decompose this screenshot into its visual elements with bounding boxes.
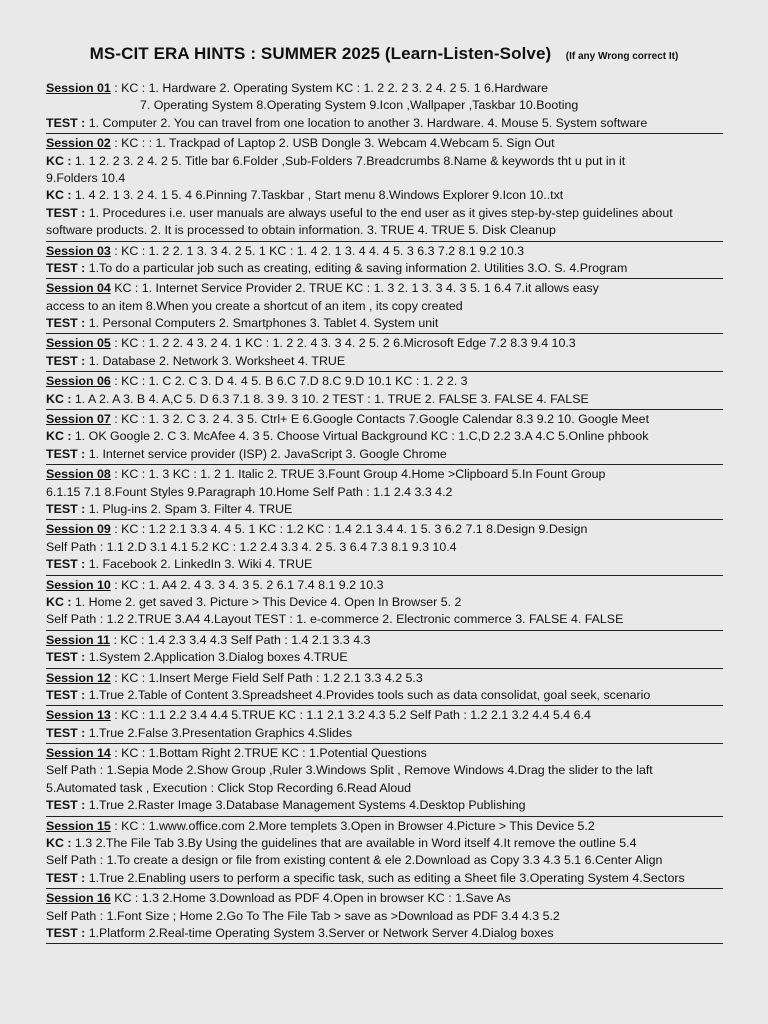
answer-text: 1.True 2.Raster Image 3.Database Management Systems 4.Desktop Publishing: [85, 798, 526, 813]
answer-line: [46, 870, 723, 887]
answer-text: 1. Computer 2. You can travel from one location to another 3. Hardware. 4. Mouse 5. System software: [85, 115, 648, 130]
session-label: Session 12: [46, 670, 111, 685]
answer-text: : KC : 1. C 2. C 3. D 4. 4 5. B 6.C 7.D 8.C 9.D 10.1 KC : 1. 2 2. 3: [110, 374, 468, 389]
answer-text: 1. Facebook 2. LinkedIn 3. Wiki 4. TRUE: [85, 557, 313, 572]
session-block: [46, 373, 723, 410]
answer-text: 1.3 2.The File Tab 3.By Using the guidelines that are available in Word itself 4.It remove the outline 5.4: [71, 836, 637, 851]
answer-line: [46, 243, 723, 260]
line-prefix: TEST :: [46, 260, 86, 275]
answer-line: [46, 428, 723, 445]
answer-line: [46, 446, 723, 463]
answer-text: : KC : 1.4 2.3 3.4 4.3 Self Path : 1.4 2.1 3.3 4.3: [110, 632, 371, 647]
session-label: Session 15: [46, 818, 111, 833]
answer-line: [46, 187, 723, 204]
line-prefix: TEST :: [46, 115, 86, 130]
answer-text: 1. Internet service provider (ISP) 2. JavaScript 3. Google Chrome: [85, 446, 447, 461]
line-prefix: TEST :: [46, 446, 86, 461]
answer-text: : KC : 1. 2 2. 1 3. 3 4. 2 5. 1 KC : 1. 4 2. 1 3. 4 4. 4 5. 3 6.3 7.2 8.1 9.2 10.3: [110, 243, 525, 258]
answer-text: 1.True 2.Enabling users to perform a specific task, such as editing a Sheet file 3.Operating System 4.Sectors: [85, 870, 685, 885]
answer-text: 1. Personal Computers 2. Smartphones 3. Tablet 4. System unit: [85, 316, 439, 331]
line-prefix: TEST :: [46, 205, 86, 220]
answer-line: [46, 97, 723, 114]
answer-text: : KC : 1.Bottam Right 2.TRUE KC : 1.Potential Questions: [110, 746, 427, 761]
session-label: Session 05: [46, 336, 111, 351]
answer-text: software products. 2. It is processed to obtain information. 3. TRUE 4. TRUE 5. Disk Cleanup: [46, 223, 556, 238]
answer-line: [46, 80, 723, 97]
session-block: [46, 466, 723, 520]
answer-line: [46, 335, 723, 352]
line-prefix: KC :: [46, 594, 72, 609]
line-prefix: TEST :: [46, 501, 86, 516]
answer-text: : KC : 1.1 2.2 3.4 4.4 5.TRUE KC : 1.1 2.1 3.2 4.3 5.2 Self Path : 1.2 2.1 3.2 4.4 5.4 6.4: [110, 708, 591, 723]
answer-text: 1. Procedures i.e. user manuals are always useful to the end user as it gives step-by-step guidelines about: [85, 205, 673, 220]
answer-line: [46, 315, 723, 332]
session-block: [46, 745, 723, 817]
session-block: [46, 243, 723, 280]
answer-line: [46, 670, 723, 687]
session-label: Session 06: [46, 374, 111, 389]
answer-text: : KC : 1. 3 KC : 1. 2 1. Italic 2. TRUE 3.Fount Group 4.Home >Clipboard 5.In Fount Group: [110, 467, 606, 482]
session-label: Session 01: [46, 81, 111, 95]
line-prefix: KC :: [46, 429, 72, 444]
answer-line: [46, 780, 723, 797]
answer-text: 1.True 2.False 3.Presentation Graphics 4.Slides: [85, 725, 353, 740]
session-label: Session 13: [46, 708, 111, 723]
answer-line: [46, 852, 723, 869]
line-prefix: TEST :: [46, 725, 86, 740]
answer-line: [46, 649, 723, 666]
answer-line: [46, 611, 723, 628]
session-block: [46, 411, 723, 465]
answer-line: [46, 205, 723, 222]
answer-line: [46, 115, 723, 132]
line-prefix: KC :: [46, 391, 72, 406]
answer-line: [46, 135, 723, 152]
answer-text: 9.Folders 10.4: [46, 170, 126, 185]
answer-text: : KC : 1. 2 2. 4 3. 2 4. 1 KC : 1. 2 2. 4 3. 3 4. 2 5. 2 6.Microsoft Edge 7.2 8.3 9.4 10.3: [110, 336, 576, 351]
session-block: [46, 632, 723, 669]
session-label: Session 04: [46, 281, 111, 296]
answer-line: [46, 556, 723, 573]
answer-line: [46, 539, 723, 556]
answer-text: 1.True 2.Table of Content 3.Spreadsheet 4.Provides tools such as data consolidat, goal seek, scenario: [85, 687, 651, 702]
session-block: [46, 521, 723, 575]
answer-line: [46, 632, 723, 649]
answer-text: Self Path : 1.1 2.D 3.1 4.1 5.2 KC : 1.2 2.4 3.3 4. 2 5. 3 6.4 7.3 8.1 9.3 10.4: [46, 539, 457, 554]
answer-text: access to an item 8.When you create a shortcut of an item , its copy created: [46, 298, 463, 313]
answer-line: [46, 797, 723, 814]
answer-text: 1. Database 2. Network 3. Worksheet 4. TRUE: [85, 353, 346, 368]
answer-text: 1.System 2.Application 3.Dialog boxes 4.TRUE: [85, 650, 348, 665]
line-prefix: TEST :: [46, 798, 86, 813]
answer-line: [46, 298, 723, 315]
session-block: [46, 135, 723, 241]
session-block: [46, 890, 723, 944]
session-label: Session 03: [46, 243, 111, 258]
answer-text: : KC : 1. Hardware 2. Operating System KC : 1. 2 2. 2 3. 2 4. 2 5. 1 6.Hardware: [110, 81, 549, 95]
answer-line: [46, 521, 723, 538]
session-block: [46, 280, 723, 334]
answer-text: 1. 1 2. 2 3. 2 4. 2 5. Title bar 6.Folder ,Sub-Folders 7.Breadcrumbs 8.Name & keywords tht u put in it: [71, 153, 626, 168]
session-block: [46, 818, 723, 890]
line-prefix: TEST :: [46, 925, 86, 940]
session-label: Session 08: [46, 467, 111, 482]
answer-line: [46, 484, 723, 501]
answer-text: 1. 4 2. 1 3. 2 4. 1 5. 4 6.Pinning 7.Taskbar , Start menu 8.Windows Explorer 9.Icon 10..txt: [71, 188, 564, 203]
session-block: [46, 670, 723, 707]
answer-line: [46, 466, 723, 483]
session-label: Session 09: [46, 522, 111, 537]
session-block: [46, 335, 723, 372]
answer-text: 1. OK Google 2. C 3. McAfee 4. 3 5. Choose Virtual Background KC : 1.C,D 2.2 3.A 4.C 5.Online phbook: [71, 429, 649, 444]
answer-text: Self Path : 1.Sepia Mode 2.Show Group ,Ruler 3.Windows Split , Remove Windows 4.Drag the slider to the laft: [46, 763, 653, 778]
session-label: Session 10: [46, 577, 111, 592]
answer-line: [46, 818, 723, 835]
line-prefix: TEST :: [46, 870, 86, 885]
answer-line: [46, 280, 723, 297]
answer-line: [46, 687, 723, 704]
line-prefix: TEST :: [46, 557, 86, 572]
line-prefix: TEST :: [46, 316, 86, 331]
session-label: Session 16: [46, 891, 111, 906]
line-prefix: TEST :: [46, 687, 86, 702]
answer-line: [46, 153, 723, 170]
answer-line: [46, 501, 723, 518]
answer-line: [46, 260, 723, 277]
answer-text: : KC : 1. A4 2. 4 3. 3 4. 3 5. 2 6.1 7.4 8.1 9.2 10.3: [110, 577, 384, 592]
answer-line: [46, 222, 723, 239]
answer-text: : KC : 1.www.office.com 2.More templets 3.Open in Browser 4.Picture > This Device 5.2: [110, 818, 595, 833]
answer-text: 1. Home 2. get saved 3. Picture > This Device 4. Open In Browser 5. 2: [71, 594, 462, 609]
line-prefix: TEST :: [46, 650, 86, 665]
answer-line: [46, 745, 723, 762]
answer-line: [46, 594, 723, 611]
answer-line: [46, 391, 723, 408]
sessions-list: [46, 80, 723, 945]
session-label: Session 14: [46, 746, 111, 761]
page-title: MS-CIT ERA HINTS : SUMMER 2025 (Learn-Listen-Solve): [89, 44, 552, 63]
answer-line: [46, 707, 723, 724]
answer-text: : KC : 1.Insert Merge Field Self Path : 1.2 2.1 3.3 4.2 5.3: [110, 670, 423, 685]
document-header: [0, 44, 768, 64]
line-prefix: TEST :: [46, 353, 86, 368]
answer-line: [46, 908, 723, 925]
session-block: [46, 707, 723, 744]
line-prefix: KC :: [46, 153, 72, 168]
answer-text: Self Path : 1.Font Size ; Home 2.Go To The File Tab > save as >Download as PDF 3.4 4.3 5.2: [46, 908, 560, 923]
answer-line: [46, 353, 723, 370]
answer-text: 6.1.15 7.1 8.Fount Styles 9.Paragraph 10.Home Self Path : 1.1 2.4 3.3 4.2: [46, 484, 453, 499]
session-block: [46, 577, 723, 631]
answer-text: 1. Plug-ins 2. Spam 3. Filter 4. TRUE: [85, 501, 293, 516]
answer-line: [46, 835, 723, 852]
answer-line: [46, 373, 723, 390]
answer-text: : KC : 1.2 2.1 3.3 4. 4 5. 1 KC : 1.2 KC : 1.4 2.1 3.4 4. 1 5. 3 6.2 7.1 8.Design 9.Design: [110, 522, 588, 537]
session-label: Session 07: [46, 412, 111, 427]
correction-note: (If any Wrong correct It): [565, 51, 679, 62]
answer-line: [46, 925, 723, 942]
session-label: Session 02: [46, 136, 111, 151]
line-prefix: KC :: [46, 836, 72, 851]
answer-text: 7. Operating System 8.Operating System 9.Icon ,Wallpaper ,Taskbar 10.Booting: [140, 98, 579, 113]
answer-line: [46, 411, 723, 428]
answer-text: Self Path : 1.To create a design or file from existing content & ele 2.Download as Copy 3.3 4.3 5.1 6.Center Align: [46, 853, 663, 868]
answer-text: KC : 1. Internet Service Provider 2. TRUE KC : 1. 3 2. 1 3. 3 4. 3 5. 1 6.4 7.it allows easy: [110, 281, 599, 296]
answer-text: KC : 1.3 2.Home 3.Download as PDF 4.Open in browser KC : 1.Save As: [110, 891, 511, 906]
answer-text: 1. A 2. A 3. B 4. A,C 5. D 6.3 7.1 8. 3 9. 3 10. 2 TEST : 1. TRUE 2. FALSE 3. FALSE 4. FALSE: [71, 391, 589, 406]
line-prefix: KC :: [46, 188, 72, 203]
session-label: Session 11: [46, 632, 111, 647]
answer-line: [46, 725, 723, 742]
answer-line: [46, 577, 723, 594]
answer-line: [46, 890, 723, 907]
answer-text: 5.Automated task , Execution : Click Stop Recording 6.Read Aloud: [46, 780, 412, 795]
answer-text: 1.To do a particular job such as creating, editing & saving information 2. Utilities 3.O. S. 4.Program: [85, 260, 628, 275]
answer-line: [46, 170, 723, 187]
answer-line: [46, 762, 723, 779]
answer-text: 1.Platform 2.Real-time Operating System 3.Server or Network Server 4.Dialog boxes: [85, 925, 554, 940]
answer-text: Self Path : 1.2 2.TRUE 3.A4 4.Layout TEST : 1. e-commerce 2. Electronic commerce 3. FALSE 4. FALSE: [46, 612, 624, 627]
session-block: [46, 80, 723, 134]
answer-text: : KC : : 1. Trackpad of Laptop 2. USB Dongle 3. Webcam 4.Webcam 5. Sign Out: [110, 136, 555, 151]
answer-text: : KC : 1. 3 2. C 3. 2 4. 3 5. Ctrl+ E 6.Google Contacts 7.Google Calendar 8.3 9.2 10. Google Meet: [110, 412, 650, 427]
